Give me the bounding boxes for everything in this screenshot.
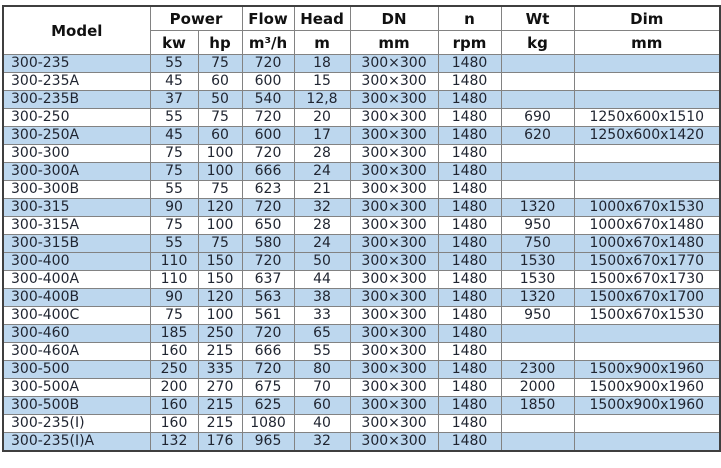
cell-model: 300-300 (3, 145, 150, 163)
cell-n: 1480 (438, 379, 501, 397)
cell-dn: 300×300 (350, 163, 438, 181)
cell-head: 32 (294, 199, 350, 217)
header-unit-flow: m³/h (242, 31, 294, 55)
cell-model: 300-400A (3, 271, 150, 289)
cell-flow: 540 (242, 91, 294, 109)
cell-head: 55 (294, 343, 350, 361)
cell-dim: 1500x670x1770 (574, 253, 720, 271)
cell-model: 300-315 (3, 199, 150, 217)
cell-dim: 1000x670x1480 (574, 235, 720, 253)
cell-dim: 1500x900x1960 (574, 361, 720, 379)
cell-n: 1480 (438, 271, 501, 289)
cell-head: 50 (294, 253, 350, 271)
header-model: Model (3, 6, 150, 55)
cell-kw: 160 (150, 415, 198, 433)
cell-n: 1480 (438, 217, 501, 235)
cell-flow: 965 (242, 433, 294, 452)
cell-wt: 1530 (501, 271, 574, 289)
cell-kw: 110 (150, 271, 198, 289)
cell-model: 300-500A (3, 379, 150, 397)
cell-model: 300-460A (3, 343, 150, 361)
cell-dim: 1500x900x1960 (574, 397, 720, 415)
header-flow: Flow (242, 6, 294, 31)
cell-model: 300-235 (3, 55, 150, 73)
cell-n: 1480 (438, 91, 501, 109)
cell-hp: 100 (198, 163, 242, 181)
cell-dim: 1500x900x1960 (574, 379, 720, 397)
cell-dn: 300×300 (350, 271, 438, 289)
cell-kw: 75 (150, 217, 198, 235)
cell-wt: 620 (501, 127, 574, 145)
cell-n: 1480 (438, 163, 501, 181)
cell-kw: 55 (150, 109, 198, 127)
cell-wt (501, 415, 574, 433)
cell-wt (501, 343, 574, 361)
header-power: Power (150, 6, 242, 31)
header-unit-dim: mm (574, 31, 720, 55)
cell-flow: 563 (242, 289, 294, 307)
cell-hp: 50 (198, 91, 242, 109)
table-row (3, 199, 720, 217)
cell-dim (574, 91, 720, 109)
cell-wt: 1530 (501, 253, 574, 271)
table-row (3, 163, 720, 181)
cell-dn: 300×300 (350, 397, 438, 415)
cell-dn: 300×300 (350, 199, 438, 217)
cell-kw: 250 (150, 361, 198, 379)
cell-dn: 300×300 (350, 127, 438, 145)
cell-n: 1480 (438, 397, 501, 415)
cell-hp: 335 (198, 361, 242, 379)
cell-dn: 300×300 (350, 73, 438, 91)
cell-flow: 600 (242, 73, 294, 91)
table-row (3, 307, 720, 325)
table-row (3, 397, 720, 415)
cell-head: 70 (294, 379, 350, 397)
cell-dn: 300×300 (350, 217, 438, 235)
cell-flow: 580 (242, 235, 294, 253)
cell-head: 18 (294, 55, 350, 73)
cell-hp: 150 (198, 271, 242, 289)
header-unit-head: m (294, 31, 350, 55)
pump-specification-table (2, 5, 721, 452)
cell-dim (574, 415, 720, 433)
table-row (3, 361, 720, 379)
header-dn: DN (350, 6, 438, 31)
cell-hp: 120 (198, 199, 242, 217)
cell-kw: 75 (150, 145, 198, 163)
cell-flow: 720 (242, 325, 294, 343)
cell-head: 33 (294, 307, 350, 325)
cell-dim (574, 343, 720, 361)
cell-kw: 45 (150, 73, 198, 91)
cell-dn: 300×300 (350, 379, 438, 397)
table-row (3, 109, 720, 127)
cell-wt: 2300 (501, 361, 574, 379)
table-row (3, 289, 720, 307)
cell-model: 300-400B (3, 289, 150, 307)
cell-wt: 2000 (501, 379, 574, 397)
cell-dim: 1000x670x1480 (574, 217, 720, 235)
cell-n: 1480 (438, 433, 501, 452)
cell-n: 1480 (438, 127, 501, 145)
cell-dn: 300×300 (350, 415, 438, 433)
table-row (3, 433, 720, 452)
cell-wt (501, 163, 574, 181)
table-row (3, 181, 720, 199)
cell-flow: 666 (242, 343, 294, 361)
cell-dn: 300×300 (350, 145, 438, 163)
cell-flow: 720 (242, 55, 294, 73)
cell-dim (574, 73, 720, 91)
cell-flow: 720 (242, 361, 294, 379)
cell-hp: 75 (198, 235, 242, 253)
table-row (3, 91, 720, 109)
cell-dn: 300×300 (350, 91, 438, 109)
cell-flow: 666 (242, 163, 294, 181)
cell-hp: 75 (198, 181, 242, 199)
cell-dim (574, 181, 720, 199)
table-row (3, 127, 720, 145)
header-unit-kw: kw (150, 31, 198, 55)
cell-n: 1480 (438, 235, 501, 253)
table-row (3, 379, 720, 397)
cell-head: 80 (294, 361, 350, 379)
cell-wt (501, 91, 574, 109)
cell-hp: 250 (198, 325, 242, 343)
cell-wt (501, 55, 574, 73)
cell-wt: 1320 (501, 199, 574, 217)
cell-kw: 45 (150, 127, 198, 145)
table-row (3, 217, 720, 235)
cell-dn: 300×300 (350, 235, 438, 253)
cell-kw: 75 (150, 163, 198, 181)
cell-hp: 100 (198, 217, 242, 235)
cell-wt (501, 145, 574, 163)
cell-hp: 120 (198, 289, 242, 307)
cell-model: 300-250 (3, 109, 150, 127)
cell-head: 60 (294, 397, 350, 415)
cell-kw: 37 (150, 91, 198, 109)
header-head: Head (294, 6, 350, 31)
cell-model: 300-235(I)A (3, 433, 150, 452)
cell-kw: 55 (150, 55, 198, 73)
table-row (3, 271, 720, 289)
header-wt: Wt (501, 6, 574, 31)
cell-wt (501, 433, 574, 452)
cell-model: 300-460 (3, 325, 150, 343)
cell-dn: 300×300 (350, 109, 438, 127)
table-header (3, 6, 720, 55)
cell-head: 24 (294, 235, 350, 253)
cell-hp: 100 (198, 307, 242, 325)
table-row (3, 343, 720, 361)
cell-head: 21 (294, 181, 350, 199)
cell-n: 1480 (438, 55, 501, 73)
cell-flow: 637 (242, 271, 294, 289)
cell-model: 300-250A (3, 127, 150, 145)
cell-flow: 720 (242, 253, 294, 271)
cell-n: 1480 (438, 109, 501, 127)
cell-kw: 55 (150, 235, 198, 253)
cell-wt: 950 (501, 217, 574, 235)
cell-kw: 160 (150, 397, 198, 415)
cell-kw: 160 (150, 343, 198, 361)
cell-kw: 200 (150, 379, 198, 397)
header-unit-dn: mm (350, 31, 438, 55)
cell-dim (574, 55, 720, 73)
cell-dn: 300×300 (350, 289, 438, 307)
cell-head: 28 (294, 217, 350, 235)
cell-dim: 1000x670x1530 (574, 199, 720, 217)
cell-flow: 600 (242, 127, 294, 145)
header-n: n (438, 6, 501, 31)
cell-head: 24 (294, 163, 350, 181)
cell-kw: 75 (150, 307, 198, 325)
cell-hp: 215 (198, 343, 242, 361)
cell-dim: 1500x670x1530 (574, 307, 720, 325)
cell-wt (501, 73, 574, 91)
cell-dim (574, 325, 720, 343)
cell-n: 1480 (438, 73, 501, 91)
cell-hp: 60 (198, 73, 242, 91)
cell-flow: 561 (242, 307, 294, 325)
cell-dim (574, 433, 720, 452)
cell-head: 32 (294, 433, 350, 452)
table-row (3, 253, 720, 271)
cell-dn: 300×300 (350, 181, 438, 199)
cell-model: 300-400C (3, 307, 150, 325)
header-unit-n: rpm (438, 31, 501, 55)
cell-hp: 270 (198, 379, 242, 397)
cell-hp: 60 (198, 127, 242, 145)
cell-head: 44 (294, 271, 350, 289)
cell-flow: 675 (242, 379, 294, 397)
cell-dn: 300×300 (350, 343, 438, 361)
cell-dn: 300×300 (350, 325, 438, 343)
cell-head: 12,8 (294, 91, 350, 109)
table-row (3, 145, 720, 163)
cell-dim (574, 163, 720, 181)
table-row (3, 235, 720, 253)
cell-hp: 75 (198, 55, 242, 73)
table-body (3, 55, 720, 452)
cell-model: 300-315B (3, 235, 150, 253)
cell-hp: 176 (198, 433, 242, 452)
cell-model: 300-235A (3, 73, 150, 91)
cell-dn: 300×300 (350, 307, 438, 325)
cell-kw: 90 (150, 199, 198, 217)
table-row (3, 325, 720, 343)
cell-model: 300-235(I) (3, 415, 150, 433)
cell-dn: 300×300 (350, 361, 438, 379)
cell-hp: 75 (198, 109, 242, 127)
cell-flow: 720 (242, 109, 294, 127)
cell-head: 15 (294, 73, 350, 91)
cell-n: 1480 (438, 145, 501, 163)
cell-dim: 1500x670x1730 (574, 271, 720, 289)
table-row (3, 415, 720, 433)
table-row (3, 73, 720, 91)
cell-model: 300-235B (3, 91, 150, 109)
cell-n: 1480 (438, 253, 501, 271)
cell-model: 300-500 (3, 361, 150, 379)
cell-kw: 132 (150, 433, 198, 452)
cell-model: 300-500B (3, 397, 150, 415)
cell-flow: 720 (242, 199, 294, 217)
cell-dn: 300×300 (350, 253, 438, 271)
header-row-titles (3, 6, 720, 31)
cell-head: 65 (294, 325, 350, 343)
cell-model: 300-300B (3, 181, 150, 199)
cell-wt: 950 (501, 307, 574, 325)
cell-n: 1480 (438, 199, 501, 217)
cell-dim (574, 145, 720, 163)
cell-n: 1480 (438, 181, 501, 199)
cell-head: 20 (294, 109, 350, 127)
cell-flow: 623 (242, 181, 294, 199)
cell-n: 1480 (438, 289, 501, 307)
cell-hp: 100 (198, 145, 242, 163)
cell-kw: 110 (150, 253, 198, 271)
cell-n: 1480 (438, 325, 501, 343)
cell-dim: 1250x600x1420 (574, 127, 720, 145)
cell-dn: 300×300 (350, 55, 438, 73)
cell-hp: 215 (198, 415, 242, 433)
cell-kw: 90 (150, 289, 198, 307)
cell-head: 28 (294, 145, 350, 163)
header-unit-hp: hp (198, 31, 242, 55)
cell-dim: 1500x670x1700 (574, 289, 720, 307)
cell-wt: 690 (501, 109, 574, 127)
cell-head: 38 (294, 289, 350, 307)
cell-wt (501, 325, 574, 343)
cell-kw: 55 (150, 181, 198, 199)
cell-hp: 150 (198, 253, 242, 271)
cell-n: 1480 (438, 361, 501, 379)
cell-model: 300-400 (3, 253, 150, 271)
cell-model: 300-300A (3, 163, 150, 181)
header-dim: Dim (574, 6, 720, 31)
cell-head: 17 (294, 127, 350, 145)
cell-flow: 1080 (242, 415, 294, 433)
cell-flow: 720 (242, 145, 294, 163)
cell-flow: 650 (242, 217, 294, 235)
cell-kw: 185 (150, 325, 198, 343)
cell-model: 300-315A (3, 217, 150, 235)
cell-n: 1480 (438, 307, 501, 325)
cell-n: 1480 (438, 415, 501, 433)
cell-wt: 750 (501, 235, 574, 253)
table-row (3, 55, 720, 73)
cell-head: 40 (294, 415, 350, 433)
cell-wt: 1850 (501, 397, 574, 415)
cell-hp: 215 (198, 397, 242, 415)
cell-wt: 1320 (501, 289, 574, 307)
cell-n: 1480 (438, 343, 501, 361)
cell-wt (501, 181, 574, 199)
cell-flow: 625 (242, 397, 294, 415)
cell-dn: 300×300 (350, 433, 438, 452)
header-unit-wt: kg (501, 31, 574, 55)
cell-dim: 1250x600x1510 (574, 109, 720, 127)
